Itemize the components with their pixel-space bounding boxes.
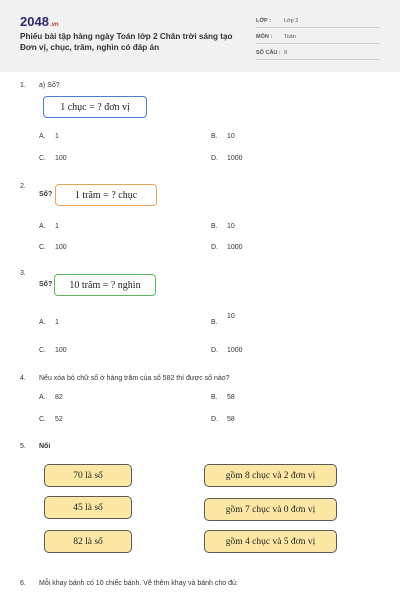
q4-option-b[interactable]: B. 58 bbox=[211, 394, 235, 401]
match-left-2[interactable]: 45 là số bbox=[44, 496, 132, 519]
q2-option-d[interactable]: D. 1000 bbox=[211, 244, 243, 251]
q2-option-b[interactable]: B. 10 bbox=[211, 223, 235, 230]
question-6-number: 6. bbox=[20, 580, 26, 587]
meta-question-count: SỐ CÂU : 9 bbox=[256, 48, 380, 60]
question-3-text: Số? bbox=[39, 281, 53, 288]
question-5-number: 5. bbox=[20, 443, 26, 450]
meta-class: LỚP : Lớp 2 bbox=[256, 16, 380, 28]
q1-option-b[interactable]: B. 10 bbox=[211, 133, 235, 140]
question-1-text: a) Số? bbox=[39, 82, 60, 89]
q3-option-a[interactable]: A. 1 bbox=[39, 319, 59, 326]
match-left-3[interactable]: 82 là số bbox=[44, 530, 132, 553]
meta-subject: MÔN : Toán bbox=[256, 32, 380, 44]
question-4-text: Nếu xóa bỏ chữ số ở hàng trăm của số 582 thì được số nào? bbox=[39, 375, 230, 382]
q2-option-c[interactable]: C. 100 bbox=[39, 244, 67, 251]
question-4-number: 4. bbox=[20, 375, 26, 382]
question-1-number: 1. bbox=[20, 82, 26, 89]
question-3-number: 3. bbox=[20, 270, 26, 277]
worksheet-title: Phiếu bài tập hàng ngày Toán lớp 2 Chân trời sáng tạo Đơn vị, chục, trăm, nghìn có đáp án bbox=[20, 32, 233, 52]
q3-option-c[interactable]: C. 100 bbox=[39, 347, 67, 354]
q3-option-d[interactable]: D. 1000 bbox=[211, 347, 243, 354]
q1-option-a[interactable]: A. 1 bbox=[39, 133, 59, 140]
match-left-1[interactable]: 70 là số bbox=[44, 464, 132, 487]
question-5-text: Nối bbox=[39, 443, 51, 450]
match-right-1[interactable]: gồm 8 chục và 2 đơn vị bbox=[204, 464, 337, 487]
question-2-text: Số? bbox=[39, 191, 53, 198]
q4-option-a[interactable]: A. 82 bbox=[39, 394, 63, 401]
question-3-box: 10 trăm = ? nghìn bbox=[54, 274, 156, 296]
question-2-box: 1 trăm = ? chục bbox=[55, 184, 157, 206]
q2-option-a[interactable]: A. 1 bbox=[39, 223, 59, 230]
q1-option-d[interactable]: D. 1000 bbox=[211, 155, 243, 162]
match-right-2[interactable]: gồm 7 chục và 0 đơn vị bbox=[204, 498, 337, 521]
q1-option-c[interactable]: C. 100 bbox=[39, 155, 67, 162]
question-6-text: Mỗi khay bánh có 10 chiếc bánh. Vẽ thêm khay và bánh cho đủ: bbox=[39, 580, 238, 587]
q4-option-c[interactable]: C. 52 bbox=[39, 416, 63, 423]
worksheet-header bbox=[0, 0, 400, 72]
question-2-number: 2. bbox=[20, 183, 26, 190]
q4-option-d[interactable]: D. 58 bbox=[211, 416, 235, 423]
match-right-3[interactable]: gồm 4 chục và 5 đơn vị bbox=[204, 530, 337, 553]
question-1-box: 1 chục = ? đơn vị bbox=[43, 96, 147, 118]
q3-option-b[interactable]: B.10 bbox=[211, 313, 235, 326]
site-logo[interactable]: 2048.vn bbox=[20, 14, 59, 29]
